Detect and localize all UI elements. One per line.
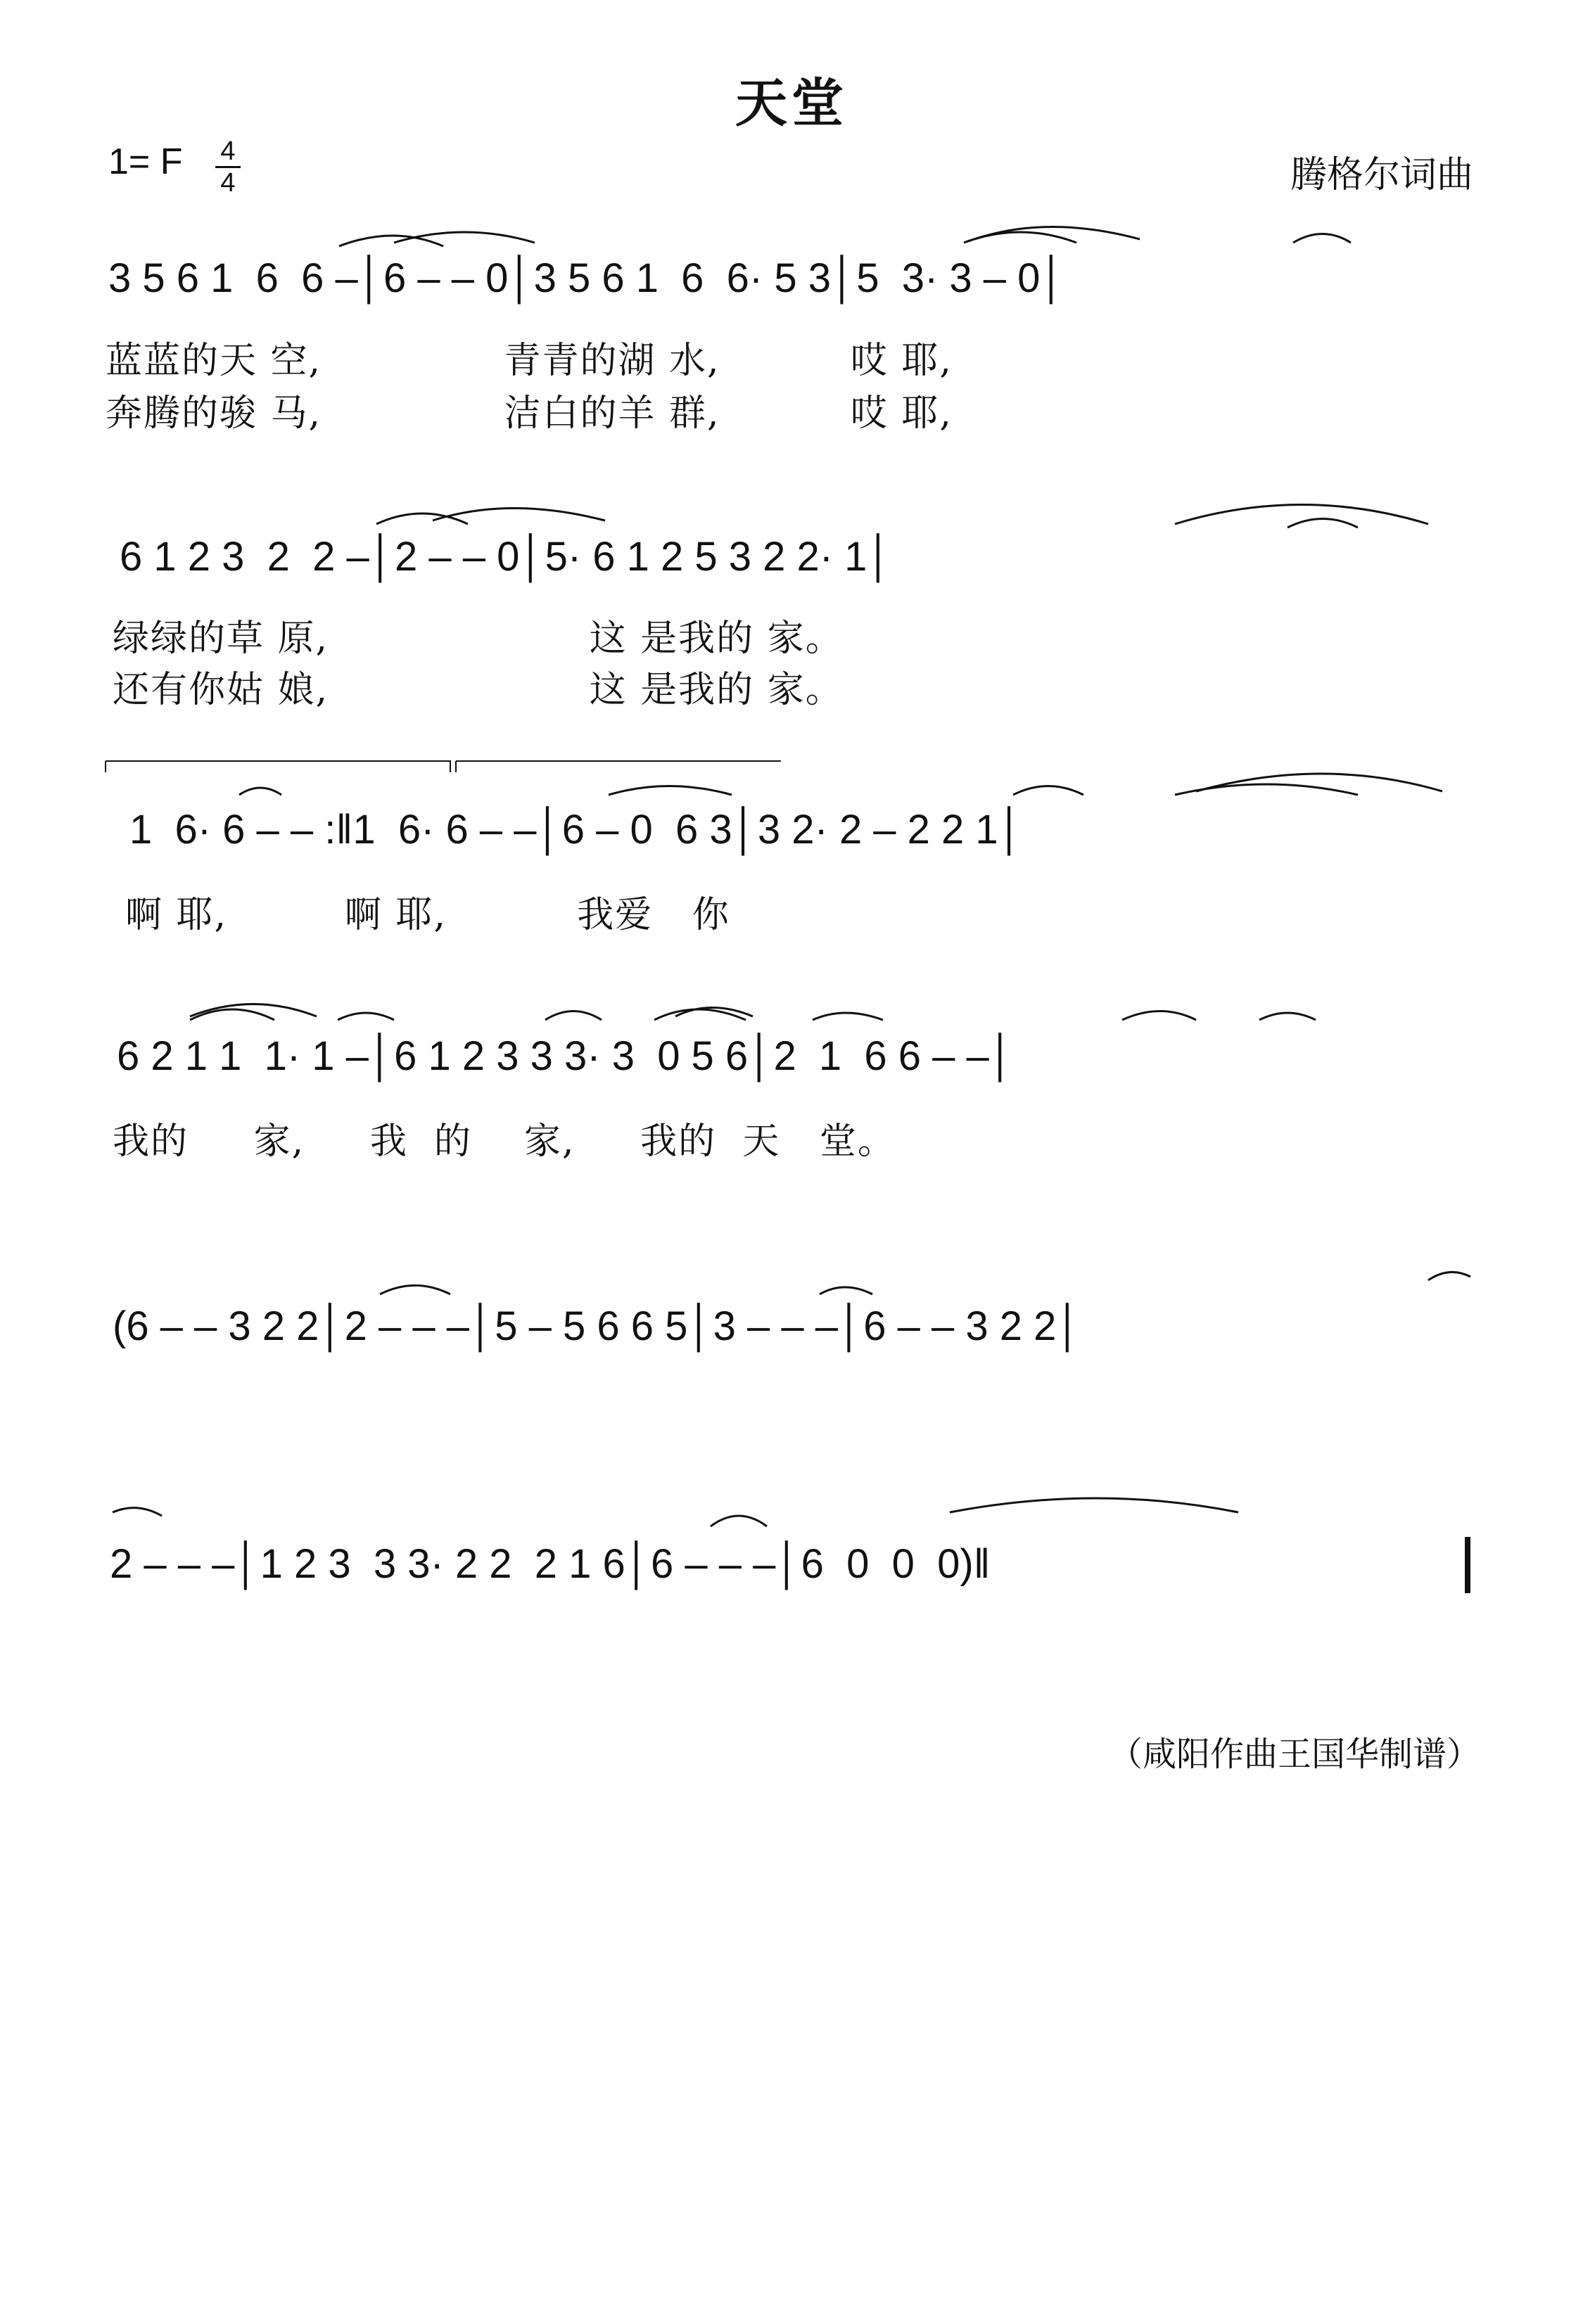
meter-bottom: 4: [220, 168, 236, 198]
lyrics-line-4a: 我的 家, 我 的 家, 我的 天 堂。: [113, 1120, 896, 1163]
notation-line-6: 2 – – –│1 2 3 3 3· 2 2 2 1 6│6 – – –│6 0 0 0)‖: [110, 1541, 991, 1587]
notation-line-2: 6 1 2 3 2 2 –│2 – – 0│5· 6 1 2 5 3 2 2· 1│: [120, 534, 893, 580]
notation-line-4: 6 2 1 1 1· 1 –│6 1 2 3 3 3· 3 0 5 6│2 1 6 6 – –│: [117, 1033, 1015, 1079]
lyrics-line-1b: 奔腾的骏 马, 洁白的羊 群, 哎 耶,: [106, 392, 953, 435]
notation-line-3: 1 6· 6 – – :‖1 6· 6 – –│6 – 0 6 3│3 2· 2 – 2 2 1│: [129, 807, 1024, 853]
time-signature: [215, 138, 241, 196]
meter-top: 4: [220, 136, 236, 166]
page-title: 天堂: [735, 73, 848, 134]
key-signature: 1= F: [108, 141, 183, 182]
transcriber-credit: （咸阳作曲王国华制谱）: [1108, 1735, 1480, 1774]
lyrics-line-1a: 蓝蓝的天 空, 青青的湖 水, 哎 耶,: [106, 340, 953, 382]
notation-line-1: 3 5 6 1 6 6 –│6 – – 0│3 5 6 1 6 6· 5 3│5 3· 3 – 0│: [108, 255, 1066, 301]
lyrics-line-2a: 绿绿的草 原, 这 是我的 家。: [113, 618, 844, 660]
lyrics-line-3a: 啊 耶, 啊 耶, 我爱 你: [125, 894, 730, 936]
notation-line-5: (6 – – 3 2 2│2 – – –│5 – 5 6 6 5│3 – – –│6 – – 3 2 2│: [113, 1303, 1082, 1349]
composer-credit: 腾格尔词曲: [1290, 154, 1473, 196]
lyrics-line-2b: 还有你姑 娘, 这 是我的 家。: [113, 669, 844, 711]
